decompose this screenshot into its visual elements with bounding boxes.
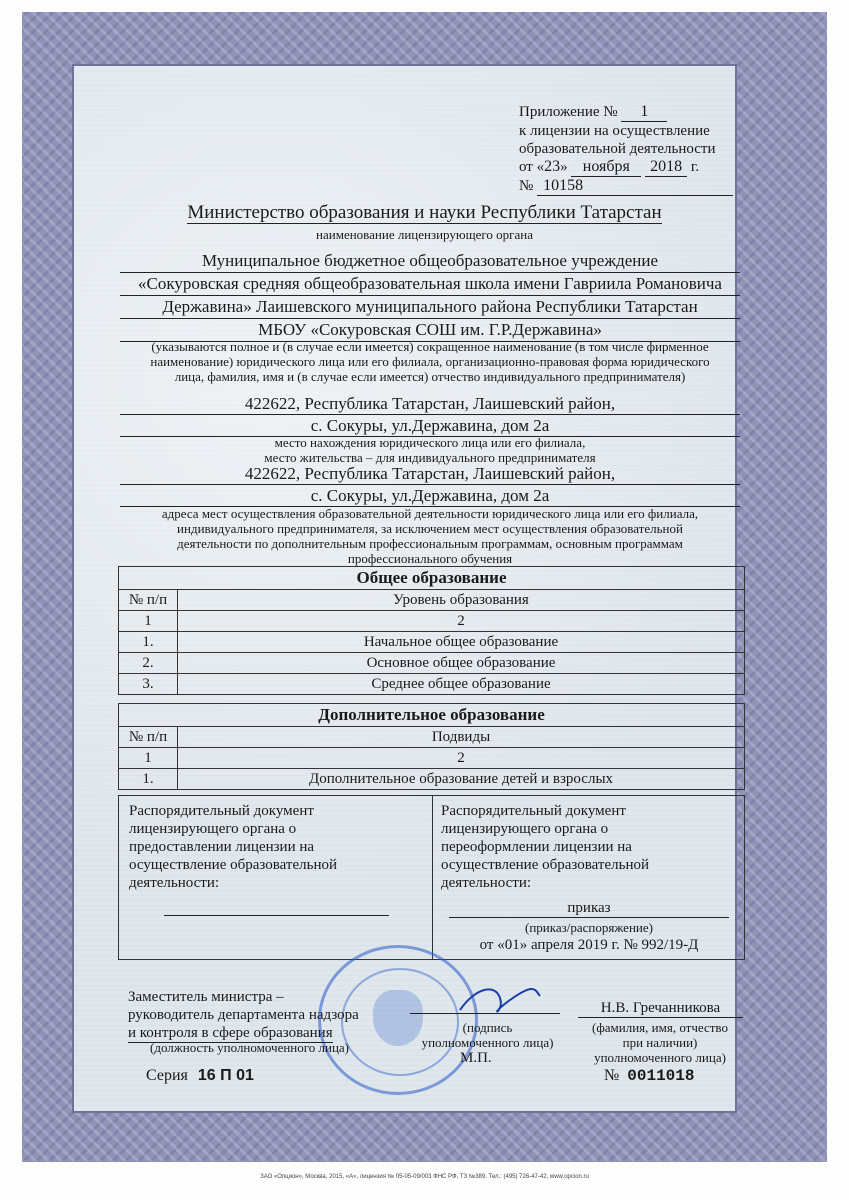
- documents-box: [118, 795, 745, 960]
- location-caption-1: место нахождения юридического лица или его филиала,: [274, 435, 586, 450]
- organization-caption: [115, 339, 745, 384]
- organization-block: [120, 250, 740, 342]
- activity-address-block: [120, 463, 740, 507]
- reissuance-doc-type: приказ: [449, 900, 729, 918]
- number-label: №: [519, 178, 534, 194]
- row-num: 2.: [119, 653, 178, 674]
- printer-info: ЗАО «Опцион», Москва, 2015, «А», лицензия № 05-05-09/003 ФНС РФ, ТЗ №389. Тел.: (495) 726-47-42, www.opcion.ru: [260, 1174, 589, 1180]
- row-num: 1.: [119, 769, 178, 790]
- stamp-place: М.П.: [460, 1050, 492, 1066]
- activity-caption-2: индивидуального предпринимателя, за исключением мест осуществления образовательной: [177, 521, 683, 536]
- activity-address-line1: 422622, Республика Татарстан, Лаишевский район,: [120, 463, 740, 485]
- row-text: Дополнительное образование детей и взрослых: [178, 769, 745, 790]
- row-text: 2: [178, 748, 745, 769]
- signer-position: [128, 988, 388, 1043]
- general-col-level: Уровень образования: [178, 590, 745, 611]
- reissuance-document: [441, 802, 736, 892]
- additional-education-title: Дополнительное образование: [119, 704, 745, 727]
- issuance-blank-line: [164, 915, 389, 916]
- organization-line2: «Сокуровская средняя общеобразовательная школа имени Гавриила Романовича: [120, 273, 740, 296]
- date-mid: »: [560, 159, 568, 175]
- table-row: [119, 748, 745, 769]
- issuance-line4: осуществление образовательной: [129, 857, 337, 873]
- organization-line3: Державина» Лаишевского муниципального района Республики Татарстан: [120, 296, 740, 319]
- table-row: [119, 769, 745, 790]
- reissuance-line1: Распорядительный документ: [441, 803, 626, 819]
- reissuance-line5: деятельности:: [441, 875, 532, 891]
- issuance-document: [129, 802, 419, 892]
- row-text: Начальное общее образование: [178, 632, 745, 653]
- form-number-value: 0011018: [627, 1067, 695, 1085]
- signer-name: Н.В. Гречанникова: [578, 1000, 743, 1018]
- reissuance-doc-date: от «01» апреля 2019 г. № 992/19-Д: [479, 937, 699, 953]
- location-caption-2: место жительства – для индивидуального предпринимателя: [264, 450, 596, 465]
- appendix-header: [519, 103, 759, 196]
- activity-address-line2: с. Сокуры, ул.Державина, дом 2а: [120, 485, 740, 507]
- license-number: 10158: [537, 177, 733, 196]
- organization-caption-3: лица, фамилия, имя и (в случае если имеется) отчество индивидуального предпринимателя): [174, 369, 686, 384]
- signer-position-caption: (должность уполномоченного лица): [150, 1040, 350, 1055]
- table-row: [119, 611, 745, 632]
- series-label: Серия: [146, 1067, 188, 1084]
- additional-col-num: № п/п: [119, 727, 178, 748]
- signer-position-2: руководитель департамента надзора: [128, 1007, 359, 1023]
- series: [146, 1067, 254, 1085]
- appendix-number: 1: [621, 103, 667, 122]
- row-num: 1: [119, 748, 178, 769]
- signature-caption-2: уполномоченного лица): [421, 1035, 554, 1050]
- row-num: 1.: [119, 632, 178, 653]
- series-value: 16 П 01: [197, 1067, 254, 1084]
- organization-caption-1: (указываются полное и (в случае если имеется) сокращенное наименование (в том числе фирменное: [151, 339, 709, 354]
- general-col-num: № п/п: [119, 590, 178, 611]
- authority-caption: наименование лицензирующего органа: [316, 227, 533, 242]
- name-caption-2: при наличии): [622, 1035, 698, 1050]
- row-num: 1: [119, 611, 178, 632]
- appendix-label: Приложение №: [519, 104, 618, 120]
- form-number-label: №: [604, 1067, 620, 1084]
- signature-caption-1: (подпись: [462, 1020, 513, 1035]
- form-number: [604, 1067, 694, 1085]
- additional-col-subtype: Подвиды: [178, 727, 745, 748]
- table-row: [119, 632, 745, 653]
- license-line2: образовательной деятельности: [519, 141, 716, 157]
- location-line2: с. Сокуры, ул.Державина, дом 2а: [120, 415, 740, 437]
- reissuance-line3: переоформлении лицензии на: [441, 839, 632, 855]
- general-education-table: [118, 566, 745, 695]
- name-caption-1: (фамилия, имя, отчество: [592, 1020, 728, 1035]
- row-num: 3.: [119, 674, 178, 695]
- location-caption: [115, 435, 745, 465]
- date-day: 23: [544, 158, 561, 175]
- issuance-line3: предоставлении лицензии на: [129, 839, 315, 855]
- activity-caption-1: адреса мест осуществления образовательной деятельности юридического лица или его филиала,: [161, 506, 699, 521]
- table-row: [119, 653, 745, 674]
- organization-line1: Муниципальное бюджетное общеобразовательное учреждение: [120, 250, 740, 273]
- date-suffix: г.: [690, 159, 700, 175]
- issuance-line2: лицензирующего органа о: [129, 821, 297, 837]
- documents-divider: [432, 796, 433, 959]
- authority-name: Министерство образования и науки Республики Татарстан: [187, 202, 662, 223]
- activity-caption-4: профессионального обучения: [347, 551, 513, 566]
- signer-position-3: и контроля в сфере образования: [128, 1025, 333, 1041]
- issuance-line1: Распорядительный документ: [129, 803, 314, 819]
- reissuance-line2: лицензирующего органа о: [441, 821, 609, 837]
- row-text: Основное общее образование: [178, 653, 745, 674]
- signature-line: [410, 1013, 560, 1014]
- activity-address-caption: [115, 506, 745, 566]
- date-from: от «: [519, 159, 545, 175]
- table-row: [119, 674, 745, 695]
- name-caption-3: уполномоченного лица): [594, 1050, 726, 1065]
- signer-position-1: Заместитель министра –: [128, 989, 284, 1005]
- activity-caption-3: деятельности по дополнительным профессиональным программам, основным программам: [177, 536, 683, 551]
- row-text: 2: [178, 611, 745, 632]
- signer-name-caption: [570, 1020, 750, 1065]
- organization-caption-2: наименование) юридического лица или его филиала, организационно-правовая форма юридического: [150, 354, 710, 369]
- date-month: ноября: [571, 158, 641, 177]
- license-line1: к лицензии на осуществление: [519, 123, 710, 139]
- row-text: Среднее общее образование: [178, 674, 745, 695]
- signature-caption: [405, 1020, 570, 1050]
- reissuance-doc-caption: (приказ/распоряжение): [525, 920, 653, 935]
- location-line1: 422622, Республика Татарстан, Лаишевский район,: [120, 393, 740, 415]
- reissuance-line4: осуществление образовательной: [441, 857, 649, 873]
- organization-line4: МБОУ «Сокуровская СОШ им. Г.Р.Державина»: [120, 319, 740, 342]
- authority-name-wrap: [0, 202, 849, 224]
- location-block: [120, 393, 740, 437]
- general-education-title: Общее образование: [119, 567, 745, 590]
- additional-education-table: [118, 703, 745, 790]
- issuance-line5: деятельности:: [129, 875, 220, 891]
- date-year: 2018: [645, 158, 687, 177]
